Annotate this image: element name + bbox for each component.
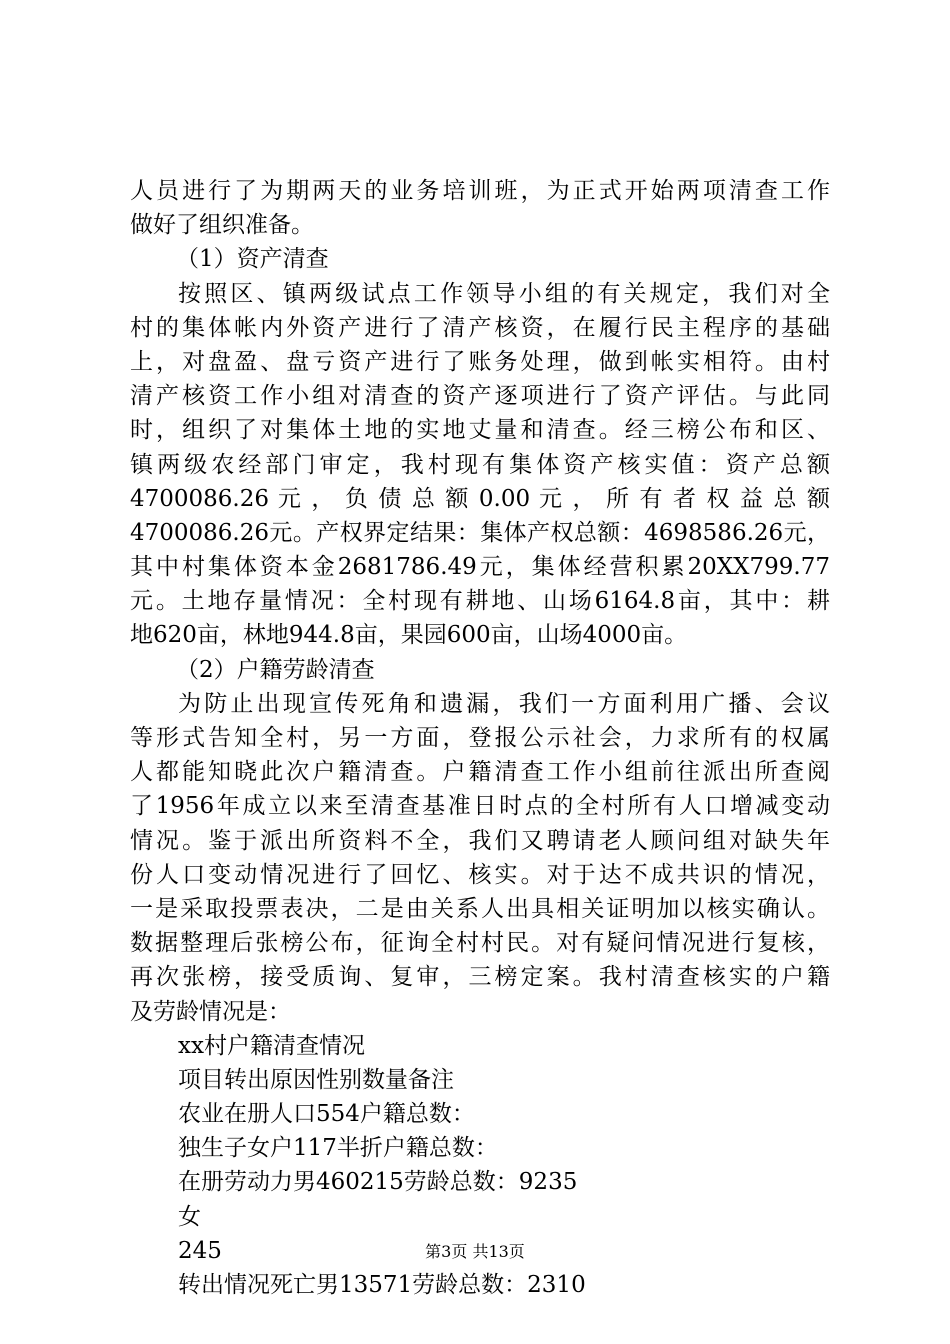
text-line: 上，对盘盈、盘亏资产进行了账务处理，做到帐实相符。由村 bbox=[130, 348, 830, 375]
text-line: 245 bbox=[178, 1237, 222, 1264]
text-line: 及劳龄情况是： bbox=[130, 998, 291, 1025]
text-line: 了1956年成立以来至清查基准日时点的全村所有人口增减变动 bbox=[130, 793, 830, 820]
text-line: 地620亩，林地944.8亩，果园600亩，山场4000亩。 bbox=[130, 622, 688, 649]
text-line: xx村户籍清查情况 bbox=[178, 1032, 365, 1059]
text-line: 等形式告知全村，另一方面，登报公示社会，力求所有的权属 bbox=[130, 725, 830, 751]
text-line: 4700086.26 元 ， 负 债 总 额 0.00 元 ， 所 有 者 权 益 总 额 bbox=[130, 485, 830, 512]
text-line: 人员进行了为期两天的业务培训班，为正式开始两项清查工作 bbox=[130, 178, 830, 204]
text-line: 转出情况死亡男13571劳龄总数：2310 bbox=[178, 1272, 586, 1298]
text-line: 情况。鉴于派出所资料不全，我们又聘请老人顾问组对缺失年 bbox=[130, 827, 830, 854]
text-line: 元。土地存量情况：全村现有耕地、山场6164.8亩，其中：耕 bbox=[130, 588, 830, 615]
text-line: 为防止出现宣传死角和遗漏，我们一方面利用广播、会议 bbox=[178, 690, 830, 717]
page-footer: 第3页 共13页 bbox=[425, 1242, 525, 1261]
text-line: 一是采取投票表决，二是由关系人出具相关证明加以核实确认。 bbox=[130, 895, 830, 922]
text-line: 人都能知晓此次户籍清查。户籍清查工作小组前往派出所查阅 bbox=[130, 759, 830, 786]
text-line: 女 bbox=[178, 1203, 201, 1230]
text-line: 做好了组织准备。 bbox=[130, 212, 314, 239]
text-line: 4700086.26元。产权界定结果：集体产权总额：4698586.26元， bbox=[130, 519, 830, 546]
document-body bbox=[130, 174, 830, 1302]
text-line: 在册劳动力男460215劳龄总数：9235 bbox=[178, 1169, 578, 1196]
text-line: （2）户籍劳龄清查 bbox=[176, 656, 375, 683]
text-line: 其中村集体资本金2681786.49元，集体经营积累20XX799.77 bbox=[130, 554, 830, 581]
text-line: 清产核资工作小组对清查的资产逐项进行了资产评估。与此同 bbox=[130, 383, 830, 410]
text-line: 独生子女户117半折户籍总数： bbox=[178, 1135, 498, 1162]
text-line: 时，组织了对集体土地的实地丈量和清查。经三榜公布和区、 bbox=[130, 417, 830, 444]
text-line: 再次张榜，接受质询、复审，三榜定案。我村清查核实的户籍 bbox=[130, 964, 830, 991]
text-line: 按照区、镇两级试点工作领导小组的有关规定，我们对全 bbox=[178, 280, 830, 307]
text-line: 数据整理后张榜公布，征询全村村民。对有疑问情况进行复核， bbox=[130, 930, 830, 957]
text-line: 村的集体帐内外资产进行了清产核资，在履行民主程序的基础 bbox=[130, 314, 830, 341]
text-line: （1）资产清查 bbox=[176, 246, 329, 273]
text-line: 农业在册人口554户籍总数： bbox=[178, 1101, 475, 1128]
text-line: 镇两级农经部门审定，我村现有集体资产核实值：资产总额 bbox=[130, 451, 830, 478]
text-line: 项目转出原因性别数量备注 bbox=[178, 1066, 454, 1093]
text-line: 份人口变动情况进行了回忆、核实。对于达不成共识的情况， bbox=[130, 861, 830, 888]
